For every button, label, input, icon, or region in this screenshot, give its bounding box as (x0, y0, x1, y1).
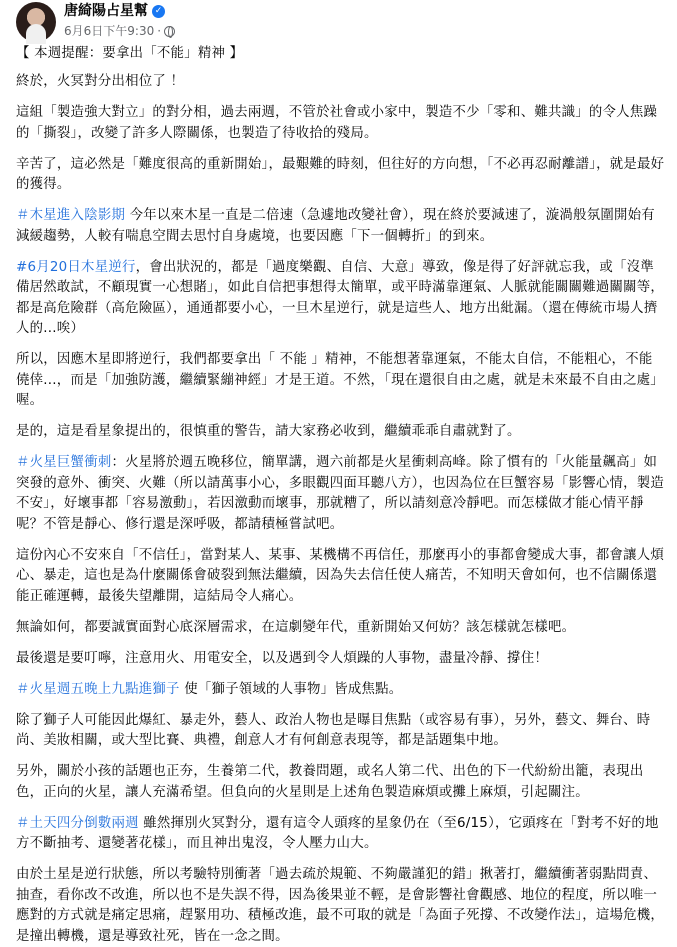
post-content (16, 44, 665, 947)
paragraph-15 (16, 814, 665, 855)
author-row (64, 2, 175, 20)
paragraph-9: 這份內心不安來自「不信任」，當對某人、某事、某機構不再信任，那麼再小的事都會變成大事，都會讓人煩心、暴走，這也是為什麼關係會破裂到無法繼續，因為失去信任使人痛苦，不知明天會如何，也不信關係還能正確運轉，最後失望離開，這結局令人痛心。 (16, 547, 665, 604)
hashtag-link[interactable]: ＃火星巨蟹衝刺 (16, 455, 112, 470)
hashtag-link[interactable]: ＃土天四分倒數兩週 (16, 815, 139, 831)
paragraph-13: 除了獅子人可能因此爆紅、暴走外，藝人、政治人物也是曝目焦點（或容易有事），另外，藝文、舞台、時尚、美妝相關，或大型比賽、典禮，創意人才有何創意表現等，都是話題集中地。 (16, 712, 651, 748)
paragraph-text: ：火星將於週五晚移位，簡單講，週六前都是火星衝刺高峰。除了慣有的「火能量飆高」如突發的意外、衝突、火難（所以請萬事小心，多眼觀四面耳聽八方），也因為位在巨蟹容易「影響心情，製造不安」，好壞事都「容易激動」，若因激動而壞事，那就糟了，所以請刻意冷靜吧。而怎樣做才能心情平靜呢？不管是靜心、修行還是深呼吸，都請積極嘗試吧。 (16, 455, 665, 532)
author-name[interactable]: 唐綺陽占星幫 (64, 3, 148, 19)
author-block (64, 2, 175, 40)
paragraph-3: 辛苦了，這必然是「難度很高的重新開始」，最艱難的時刻，但往好的方向想，「不必再忍耐離譜」，就是最好的獲得。 (16, 156, 665, 192)
paragraph-12 (16, 680, 665, 701)
post-title: 【 本週提醒：要拿出「不能」精神 】 (16, 46, 244, 61)
paragraph-8 (16, 453, 665, 535)
paragraph-2: 這組「製造強大對立」的對分相，過去兩週，不管於社會或小家中，製造不少「零和、難共識」的令人焦躁的「撕裂」，改變了許多人際關係，也製造了待收拾的殘局。 (16, 105, 658, 141)
avatar[interactable] (16, 2, 56, 42)
paragraph-14: 另外，關於小孩的話題也正夯，生養第二代，教養問題，或名人第二代、出色的下一代紛紛出籠，表現出色，正向的火星，讓人充滿希望。但負向的火星則是上述角色製造麻煩或攤上麻煩，引起關注。 (16, 764, 644, 800)
paragraph-1: 終於，火冥對分出相位了 ！ (16, 74, 185, 89)
hashtag-link[interactable]: ＃木星進入陰影期 (16, 208, 126, 223)
paragraph-16: 由於土星是逆行狀態，所以考驗特別衝著「過去疏於規範、不夠嚴謹犯的錯」揪著打，繼續衝著弱點問責、抽查，看你改不改進，所以也不是失誤不得，因為後果並不輕，是會影響社會觀感、地位的程度，所以唯一應對的方式就是痛定思痛，趕緊用功、積極改進，最不可取的就是「為面子死撐、不改變作法」，這場危機，是撞出轉機，還是導致社死，皆在一念之間。 (16, 867, 665, 944)
hashtag-link[interactable]: #6月20日木星逆行 (16, 259, 136, 275)
paragraph-6: 所以，因應木星即將逆行，我們都要拿出「 不能 」精神，不能想著靠運氣，不能太自信，不能粗心，不能僥倖...，而是「加強防護，繼續緊繃神經」才是王道。不然，「現在還很自由之處，就是未來最不自由之處」喔。 (16, 352, 664, 408)
paragraph-text: ，會出狀況的，都是「過度樂觀、自信、大意」導致，像是得了好評就忘我，或「沒準備居然敢試，不顧現實一心想賭」，如此自信把事想得太簡單，或平時滿靠運氣、人脈就能關關難過關關等，都是高危險群（高危險區），通通都要小心，一旦木星逆行，就是這些人、地方出紕漏。（還在傳統市場人擠人的...唉） (16, 259, 665, 336)
check-badge-icon: ✓ (152, 5, 165, 18)
meta-row (64, 22, 175, 40)
paragraph-text: 雖然揮別火冥對分，還有這令人頭疼的星象仍在（至6/15），它頭疼在「對考不好的地方不斷抽考、還變著花樣」，而且神出鬼沒，令人壓力山大。 (16, 815, 659, 851)
paragraph-10: 無論如何，都要誠實面對心底深層需求，在這劇變年代，重新開始又何妨？該怎樣就怎樣吧。 (16, 619, 576, 635)
post-header (16, 0, 665, 44)
globe-icon[interactable] (164, 26, 175, 37)
paragraph-4 (16, 206, 665, 247)
post-timestamp[interactable]: 6月6日下午9:30 (64, 24, 155, 38)
paragraph-text: 使「獅子領域的人事物」皆成焦點。 (179, 681, 403, 697)
paragraph-5 (16, 258, 665, 340)
paragraph-7: 是的，這是看星象提出的，很慎重的警告，請大家務必收到，繼續乖乖自肅就對了。 (16, 424, 521, 439)
paragraph-11: 最後還是要叮嚀，注意用火、用電安全，以及遇到令人煩躁的人事物，盡量冷靜、撐住！ (16, 650, 548, 666)
paragraph-text: 今年以來木星一直是二倍速（急遽地改變社會），現在終於要減速了，漩渦般氛圍開始有減緩趨勢，人較有喘息空間去思忖自身處境，也要因應「下一個轉折」的到來。 (16, 208, 655, 244)
separator-dot: · (157, 24, 162, 38)
hashtag-link[interactable]: ＃火星週五晚上九點進獅子 (16, 681, 180, 697)
